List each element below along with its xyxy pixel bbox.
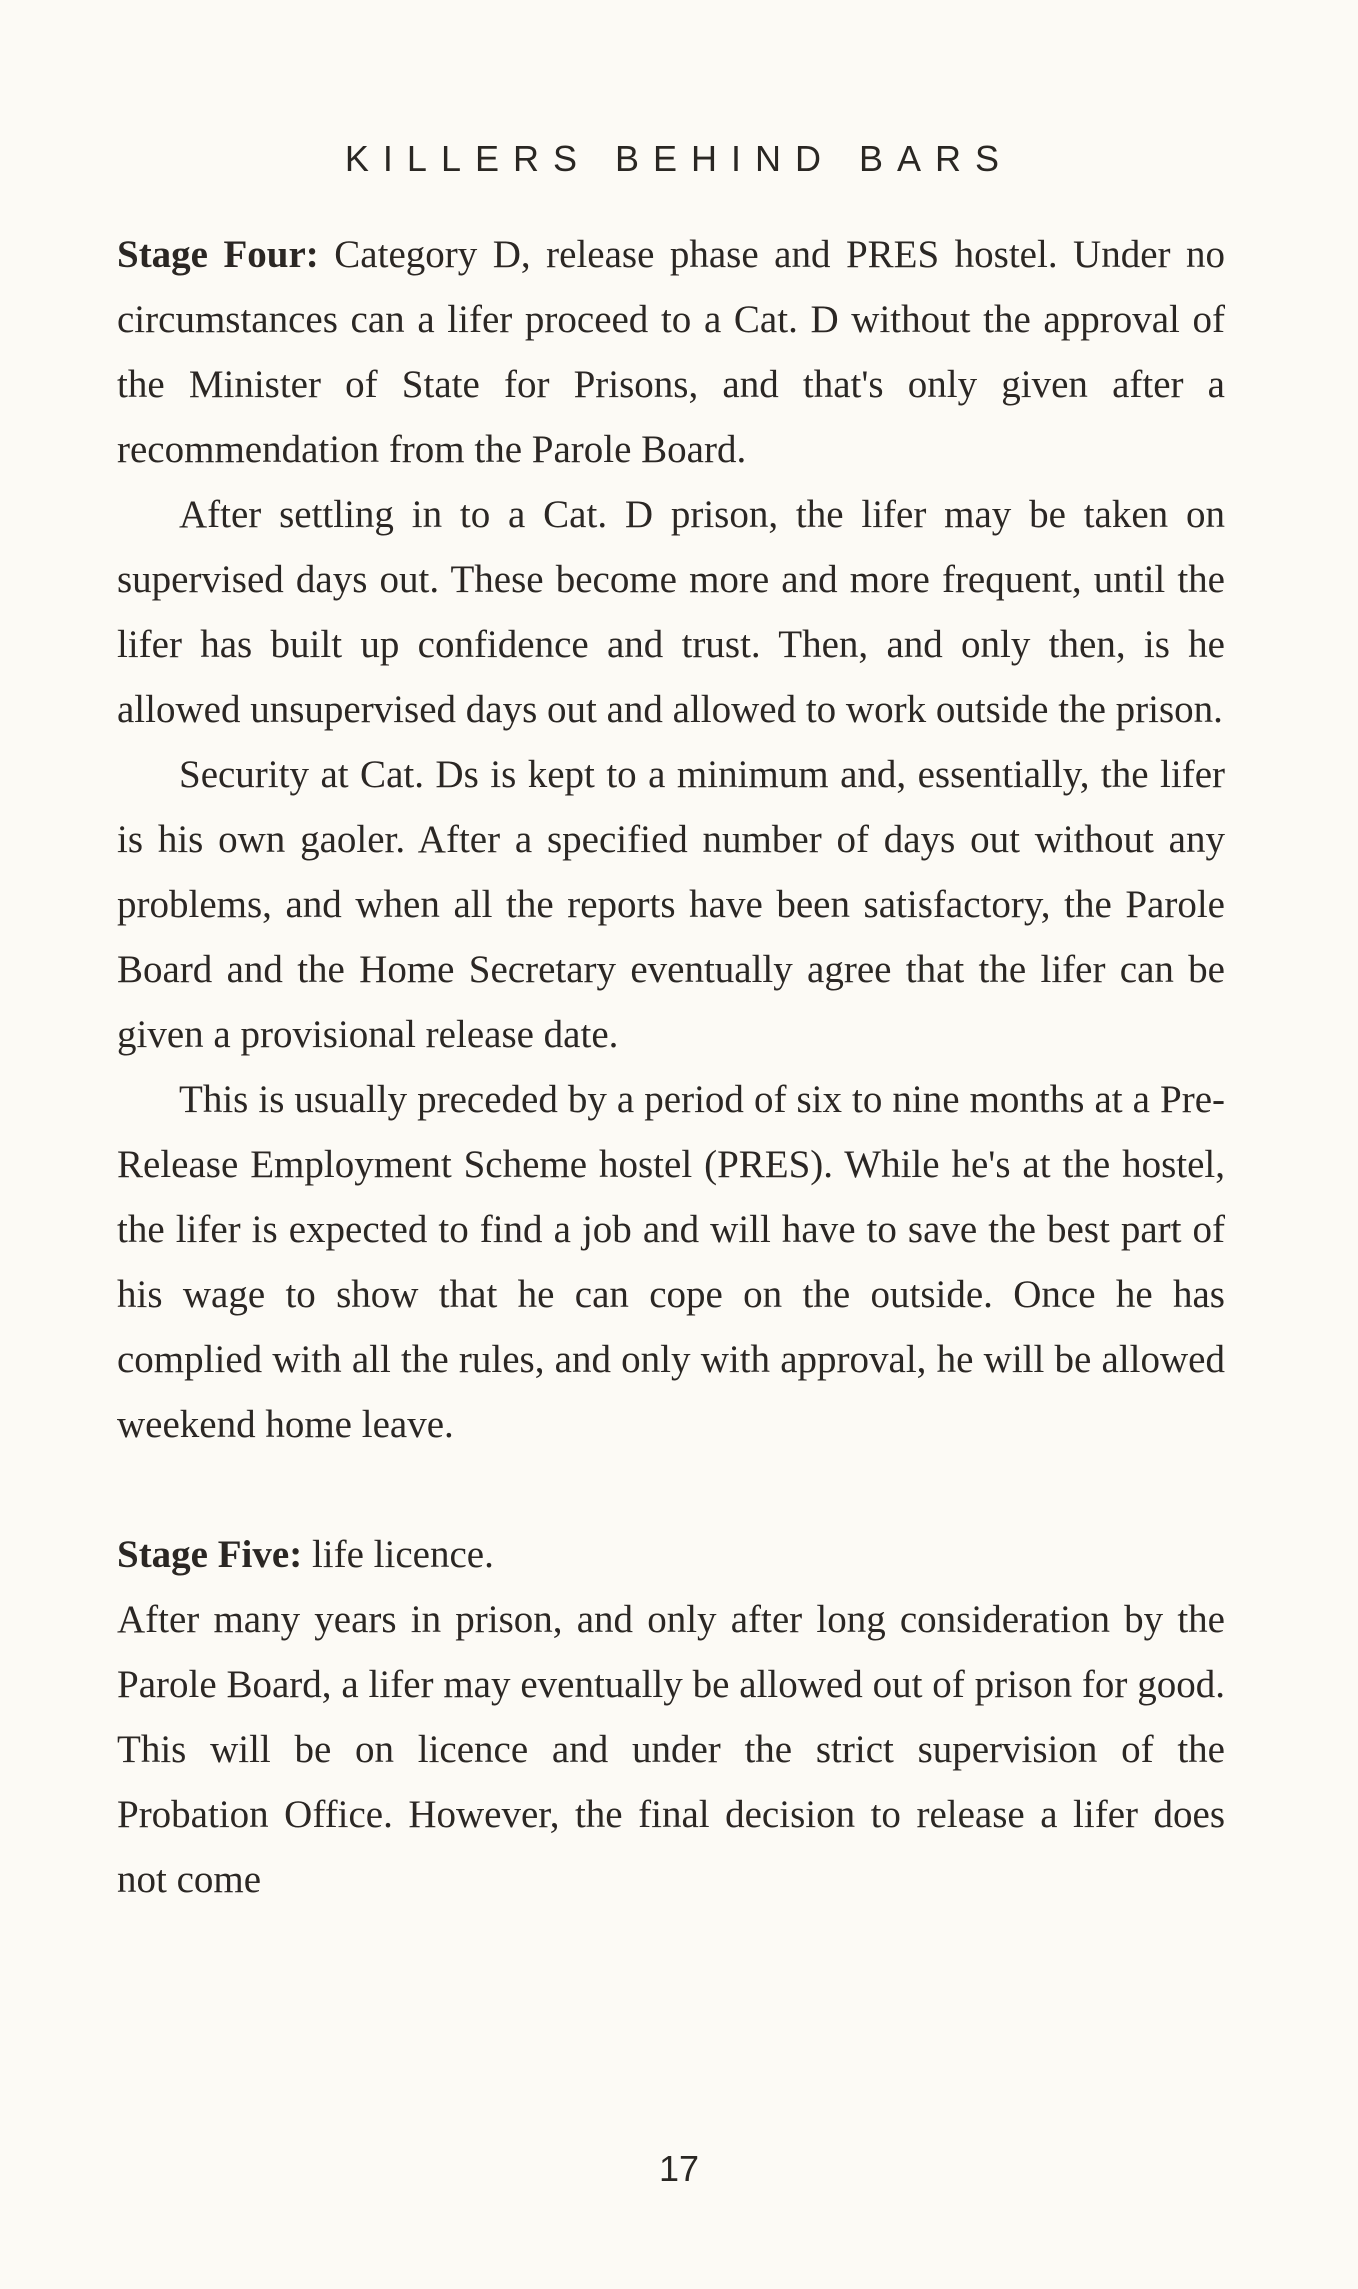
body-text xyxy=(117,222,1225,1912)
stage-five-intro: life licence. xyxy=(311,1533,494,1576)
stage-four-intro: Category D, release phase and PRES hostel. Under no circumstances can a lifer proceed to a Cat. D without the approval of the Minister of State for Prisons, and that's only given after a recommendation from the Parole Board. xyxy=(117,233,1226,471)
page-number: 17 xyxy=(658,2148,700,2189)
stage-four-paragraph-1: After settling in to a Cat. D prison, the lifer may be taken on supervised days out. These become more and more frequent, until the lifer has built up confidence and trust. Then, and only then, is he allowed unsupervised days out and allowed to work outside the prison. xyxy=(117,493,1225,731)
stage-four-heading: Stage Four: xyxy=(117,233,319,276)
running-head: KILLERS BEHIND BARS xyxy=(344,138,1014,179)
stage-five-paragraph: After many years in prison, and only after long consideration by the Parole Board, a lifer may eventually be allowed out of prison for good. This will be on licence and under the strict supervision of the Probation Office. However, the final decision to release a lifer does not come xyxy=(117,1598,1225,1901)
stage-five-heading-line xyxy=(117,1522,1225,1587)
stage-four-paragraph-2: Security at Cat. Ds is kept to a minimum and, essentially, the lifer is his own gaoler. After a specified number of days out without any problems, and when all the reports have been satisfactory, the Parole Board and the Home Secretary eventually agree that the lifer can be given a provisional release date. xyxy=(117,753,1225,1056)
stage-five-heading: Stage Five: xyxy=(117,1533,303,1576)
stage-four-paragraph-3: This is usually preceded by a period of six to nine months at a Pre-Release Employment Scheme hostel (PRES). While he's at the hostel, the lifer is expected to find a job and will have to save the best part of his wage to show that he can cope on the outside. Once he has complied with all the rules, and only with approval, he will be allowed weekend home leave. xyxy=(117,1078,1225,1446)
stage-four-intro-paragraph xyxy=(117,222,1225,482)
